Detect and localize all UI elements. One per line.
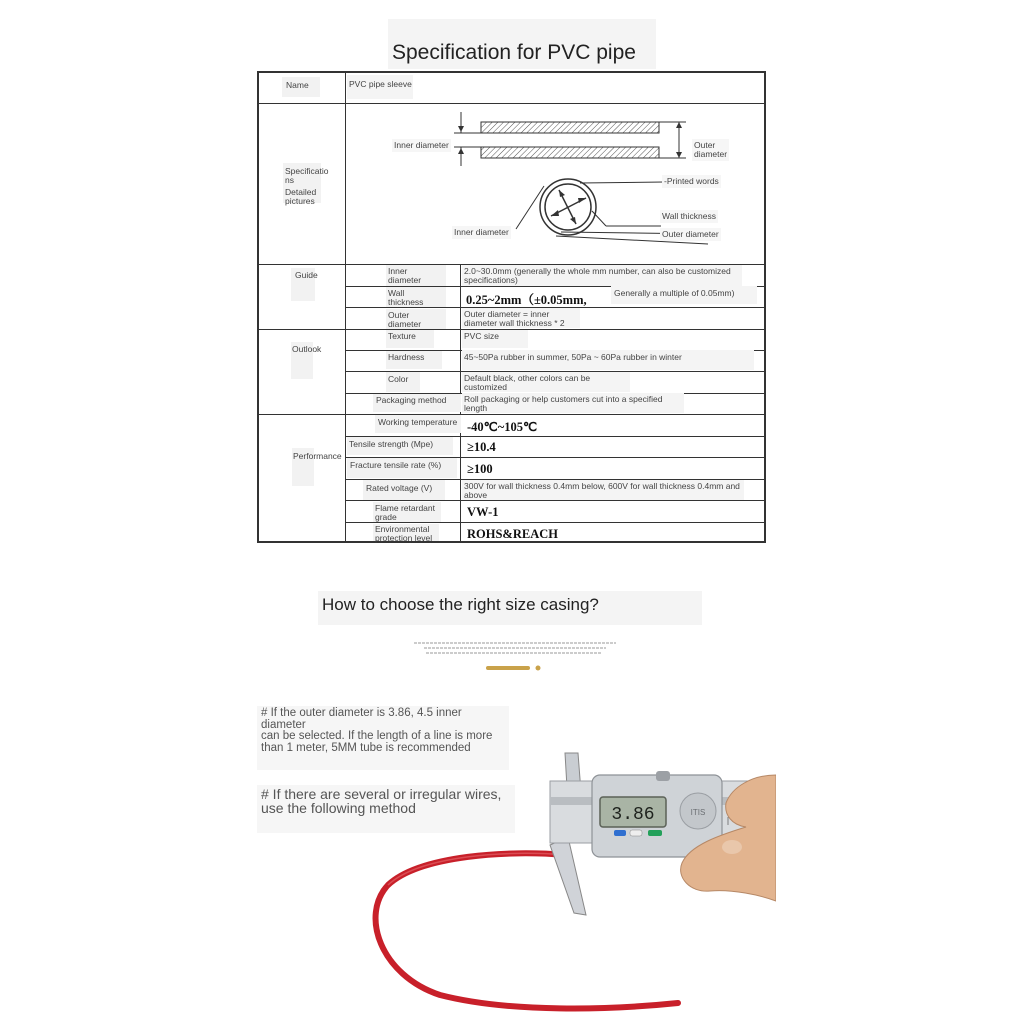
page-title-box xyxy=(388,19,656,69)
diagram-label-text: Outer diameter xyxy=(662,229,719,239)
flame-label xyxy=(373,502,441,522)
note-line: # If the outer diameter is 3.86, 4.5 inner diameter xyxy=(261,707,462,731)
row-label-line: Tensile strength (Mpe) xyxy=(349,439,434,449)
fracture-label xyxy=(347,458,457,478)
flame-value: VW-1 xyxy=(467,505,499,519)
row-value-line: specifications) xyxy=(464,275,518,285)
row-label-line: diameter xyxy=(388,275,422,285)
caliper-photo xyxy=(360,745,776,1015)
row-label-line: grade xyxy=(375,512,397,522)
color-value xyxy=(462,372,630,392)
caliper-button-blue xyxy=(614,830,626,836)
row-value-line: Roll packaging or help customers cut into a specified xyxy=(464,394,663,404)
diagram-label-text: diameter xyxy=(694,149,728,159)
red-wire xyxy=(376,853,678,1008)
pipe-side-wall-bottom xyxy=(481,147,659,158)
caliper-button-white xyxy=(630,830,642,836)
spec-label xyxy=(283,163,329,206)
row-line-sub xyxy=(345,522,765,523)
diagram-label-inner-bottom xyxy=(452,226,511,239)
diagram-label-text: -Printed words xyxy=(664,176,719,186)
row-label-line: Environmental xyxy=(375,524,430,534)
diagram-label-text: Inner diameter xyxy=(394,140,449,150)
env-label xyxy=(373,524,439,541)
table-border-left xyxy=(257,71,259,543)
voltage-label xyxy=(363,480,445,500)
row-value-line: diameter wall thickness * 2 xyxy=(464,318,565,328)
diagram-label-outer-bottom xyxy=(660,228,721,241)
row-value-line: length xyxy=(464,403,488,413)
row-label-line: Flame retardant xyxy=(375,503,435,513)
row-value-line: Outer diameter = inner xyxy=(464,309,550,319)
wall-thickness-label xyxy=(386,287,446,307)
row-value-line: 2.0~30.0mm (generally the whole mm number, can also be customized xyxy=(464,266,731,276)
row-label-line: Rated voltage (V) xyxy=(366,483,433,493)
outer-diameter-value xyxy=(462,308,580,328)
performance-label-text: Performance xyxy=(293,451,342,461)
section-subtitle: How to choose the right size casing? xyxy=(322,595,599,614)
row-label-line: Outer xyxy=(388,310,410,320)
diagram-label-wall xyxy=(660,210,718,223)
color-label xyxy=(386,372,420,392)
row-value-line: 45~50Pa rubber in summer, 50Pa ~ 60Pa rubber in winter xyxy=(464,352,682,362)
working-temp-label xyxy=(375,415,461,433)
row-label-line: protection level xyxy=(375,533,433,543)
fracture-value: ≥100 xyxy=(467,462,493,476)
name-label-text: Name xyxy=(286,80,309,90)
guide-label xyxy=(291,268,318,301)
wall-thickness-note xyxy=(611,286,757,304)
diagram-label-outer xyxy=(692,139,729,161)
packaging-value xyxy=(462,393,684,413)
caliper-button-green xyxy=(648,830,662,836)
pipe-side-wall-top xyxy=(481,122,659,133)
texture-value xyxy=(462,330,528,348)
hardness-value xyxy=(462,350,754,370)
tensile-value: ≥10.4 xyxy=(467,440,496,454)
row-line-sub xyxy=(345,500,765,501)
spec-label-line: ns xyxy=(285,175,294,185)
note-line: than 1 meter, 5MM tube is recommended xyxy=(261,741,471,754)
diagram-label-text: Inner diameter xyxy=(454,227,509,237)
decorative-fine-print xyxy=(410,640,620,658)
row-value-line: above xyxy=(464,490,488,500)
guide-label-text: Guide xyxy=(295,270,318,280)
row-value-line: 300V for wall thickness 0.4mm below, 600V for wall thickness 0.4mm and xyxy=(464,481,740,491)
row-label-line: Fracture tensile rate (%) xyxy=(350,460,442,470)
inner-diameter-value xyxy=(462,265,742,286)
working-temp-value: -40℃~105℃ xyxy=(467,420,537,434)
spec-label-line: Specificatio xyxy=(285,166,329,176)
row-label-line: Inner xyxy=(388,266,408,276)
diagram-label-text: Wall thickness xyxy=(662,211,717,221)
voltage-value xyxy=(462,480,744,500)
name-label xyxy=(282,77,320,97)
diagram-label-inner-top xyxy=(392,139,451,152)
gold-divider xyxy=(484,664,544,672)
section-subtitle-box xyxy=(318,591,702,625)
caliper-brand: ITIS xyxy=(690,808,706,817)
row-label-line: Working temperature xyxy=(378,417,458,427)
table-border-top xyxy=(257,71,766,73)
caliper-jaw-lower xyxy=(550,837,586,915)
outer-diameter-label xyxy=(386,309,446,329)
row-label-line: thickness xyxy=(388,297,424,307)
performance-label xyxy=(292,448,342,486)
env-value: ROHS&REACH xyxy=(467,527,558,541)
page-title: Specification for PVC pipe xyxy=(392,41,636,64)
row-value-line: Generally a multiple of 0.05mm) xyxy=(614,288,735,298)
note-line: use the following method xyxy=(261,800,416,816)
row-label-line: Texture xyxy=(388,331,416,341)
note-line: # If there are several or irregular wires, xyxy=(261,786,502,802)
row-label-line: Packaging method xyxy=(376,395,447,405)
caliper-lcd-value: 3.86 xyxy=(611,805,655,825)
row-value-line: customized xyxy=(464,382,507,392)
note-line: can be selected. If the length of a line is more xyxy=(261,730,493,742)
row-label-line: Color xyxy=(388,374,409,384)
tensile-label xyxy=(347,437,453,455)
texture-label xyxy=(386,330,434,348)
spec-label-line: Detailed xyxy=(285,187,317,197)
wall-thickness-value: 0.25~2mm（±0.05mm, xyxy=(466,293,587,307)
name-value xyxy=(347,75,413,99)
row-value-line: PVC size xyxy=(464,331,499,341)
packaging-label xyxy=(373,394,461,412)
row-line-outlook xyxy=(257,414,766,415)
inner-diameter-label xyxy=(386,265,446,286)
hardness-label xyxy=(386,351,442,369)
row-label-line: Hardness xyxy=(388,352,425,362)
diagram-label-printed xyxy=(662,175,721,188)
diagram-label-text: Outer xyxy=(694,140,716,150)
outlook-label xyxy=(291,342,322,379)
spec-label-line: pictures xyxy=(285,196,315,206)
name-value-text: PVC pipe sleeve xyxy=(349,79,412,89)
outlook-label-text: Outlook xyxy=(292,344,322,354)
row-label-line: diameter xyxy=(388,319,422,329)
row-value-line: Default black, other colors can be xyxy=(464,373,591,383)
row-label-line: Wall xyxy=(388,288,405,298)
